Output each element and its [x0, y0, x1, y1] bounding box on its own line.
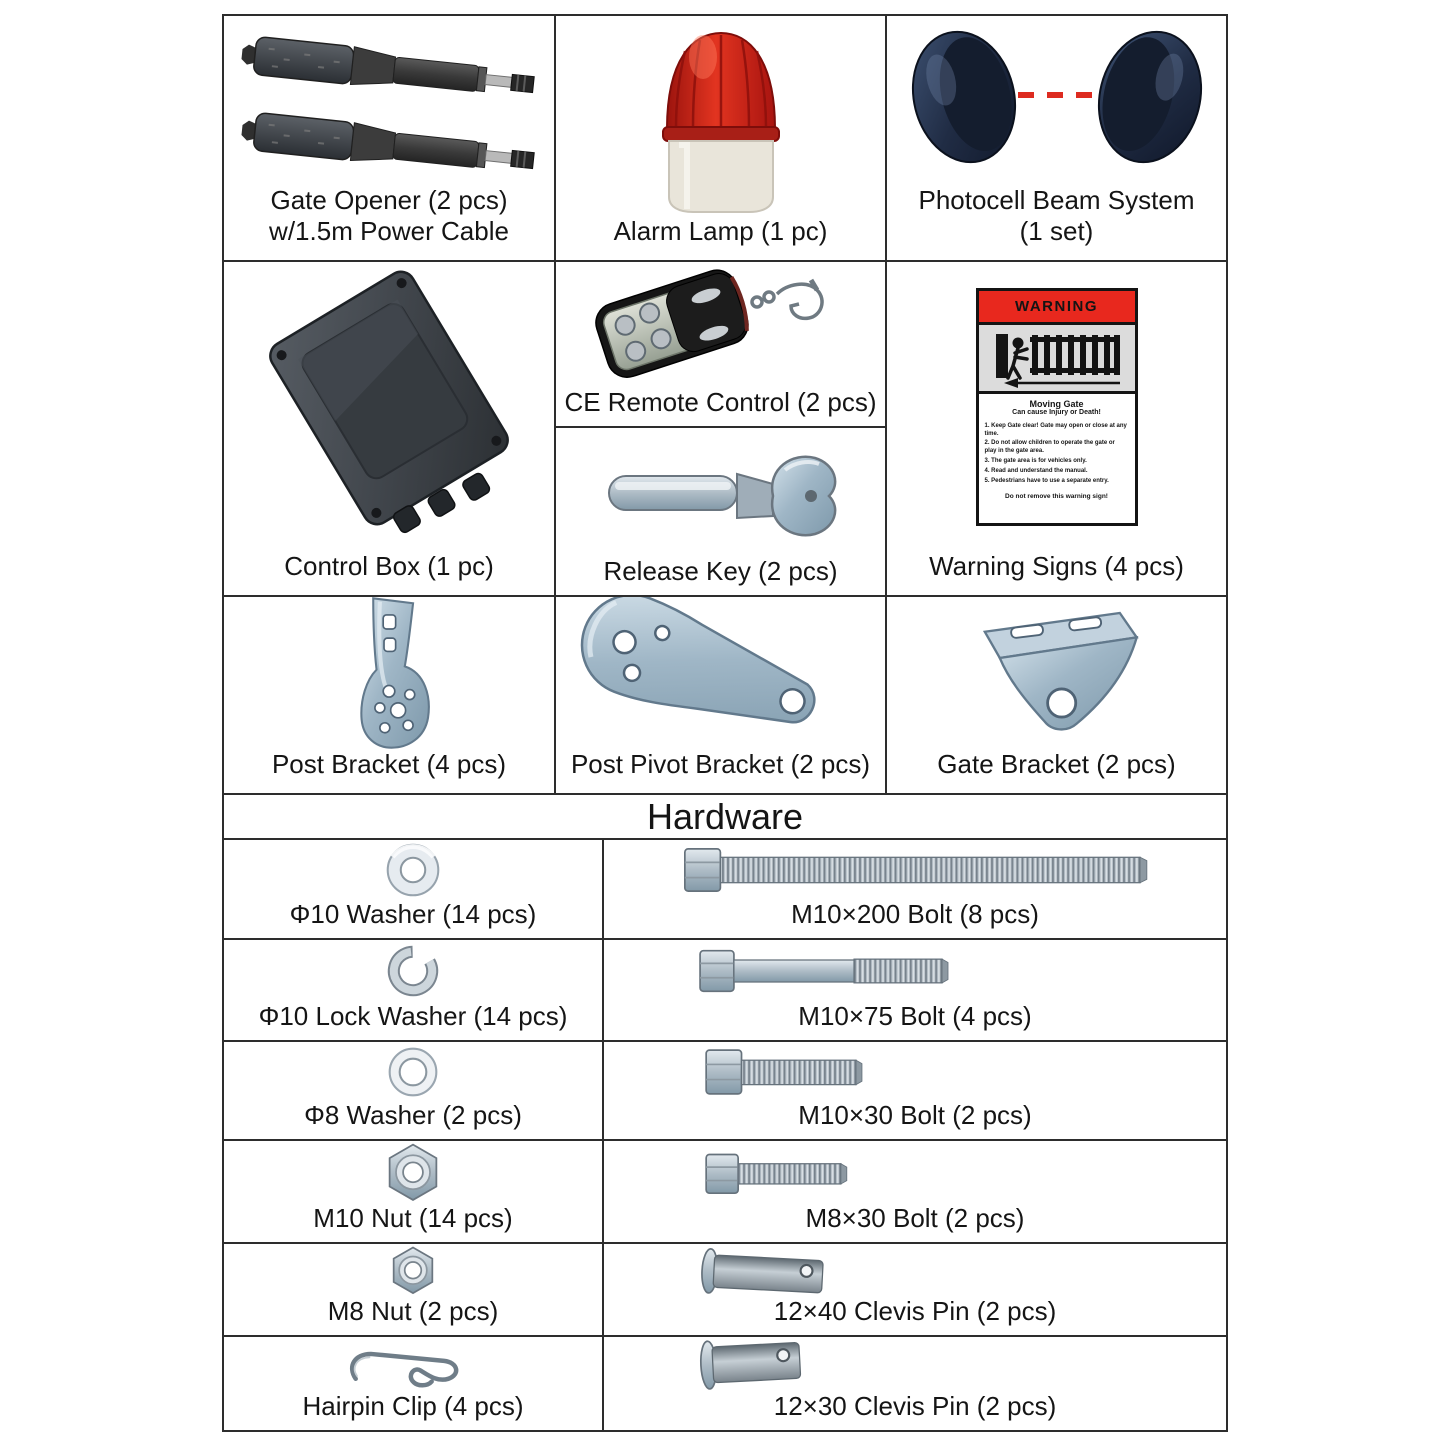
washer-10-label: Φ10 Washer (14 pcs) — [289, 899, 537, 930]
photocell-label: Photocell Beam System (1 set) — [918, 184, 1195, 247]
warning-rule: 3. The gate area is for vehicles only. — [984, 458, 1087, 465]
cell-alarm-lamp — [556, 16, 887, 262]
alarm-lamp-image — [556, 16, 885, 216]
row-1 — [224, 16, 1226, 262]
bolt-m10x30-label: M10×30 Bolt (2 pcs) — [798, 1100, 1032, 1131]
row-3 — [224, 597, 1226, 795]
warning-signs-label: Warning Signs (4 pcs) — [929, 551, 1184, 582]
cell-nut-m8 — [224, 1244, 604, 1337]
warning-sign-heading: Moving Gate — [1029, 398, 1084, 409]
cell-clevis-pin-12x30 — [604, 1337, 1226, 1430]
cell-gate-opener — [224, 16, 556, 262]
cell-warning-signs — [887, 262, 1226, 597]
gate-hazard-icon — [982, 328, 1132, 388]
remote-control-image — [556, 262, 885, 387]
washer-10-image — [224, 840, 602, 900]
cell-photocell — [887, 16, 1226, 262]
bolt-m10x30-image — [604, 1042, 1226, 1101]
gate-bracket-image — [887, 597, 1226, 749]
hairpin-clip-label: Hairpin Clip (4 pcs) — [302, 1391, 524, 1422]
cell-gate-bracket — [887, 597, 1226, 795]
control-box-label: Control Box (1 pc) — [284, 551, 494, 582]
bolt-m8x30-label: M8×30 Bolt (2 pcs) — [805, 1203, 1025, 1234]
hardware-row-1 — [224, 840, 1226, 940]
clevis-pin-12x40-label: 12×40 Clevis Pin (2 pcs) — [773, 1296, 1057, 1327]
hardware-row-6 — [224, 1337, 1226, 1430]
cell-washer-8 — [224, 1042, 604, 1141]
bolt-m10x75-label: M10×75 Bolt (4 pcs) — [798, 1001, 1032, 1032]
gate-opener-label: Gate Opener (2 pcs) w/1.5m Power Cable — [269, 184, 509, 247]
subcell-release-key — [556, 428, 885, 595]
warning-sign-title: WARNING — [979, 291, 1135, 322]
cell-post-pivot-bracket — [556, 597, 887, 795]
bolt-m10x200-image — [604, 840, 1226, 900]
cell-control-box — [224, 262, 556, 597]
clevis-pin-12x30-image — [604, 1337, 1226, 1392]
cell-bolt-m8x30 — [604, 1141, 1226, 1244]
cell-remote-and-key — [556, 262, 887, 597]
alarm-lamp-label: Alarm Lamp (1 pc) — [613, 216, 828, 247]
remote-control-label: CE Remote Control (2 pcs) — [564, 387, 877, 418]
subcell-remote — [556, 262, 885, 428]
warning-rule: 1. Keep Gate clear! Gate may open or close at any time. — [984, 422, 1127, 437]
hardware-header: Hardware — [224, 795, 1226, 840]
cell-washer-10 — [224, 840, 604, 940]
warning-sign-pictogram — [979, 322, 1135, 394]
lock-washer-10-label: Φ10 Lock Washer (14 pcs) — [258, 1001, 568, 1032]
hardware-header-row — [224, 795, 1226, 840]
washer-8-label: Φ8 Washer (2 pcs) — [304, 1100, 522, 1131]
post-pivot-bracket-image — [556, 597, 885, 749]
bolt-m10x200-label: M10×200 Bolt (8 pcs) — [791, 899, 1039, 930]
clevis-pin-12x30-label: 12×30 Clevis Pin (2 pcs) — [773, 1391, 1057, 1422]
nut-m10-label: M10 Nut (14 pcs) — [313, 1203, 513, 1234]
bolt-m8x30-image — [604, 1141, 1226, 1204]
clevis-pin-12x40-image — [604, 1244, 1226, 1297]
hardware-row-3 — [224, 1042, 1226, 1141]
cell-post-bracket — [224, 597, 556, 795]
row-2 — [224, 262, 1226, 597]
cell-clevis-pin-12x40 — [604, 1244, 1226, 1337]
cell-bolt-m10x200 — [604, 840, 1226, 940]
release-key-label: Release Key (2 pcs) — [603, 556, 838, 587]
photocell-image — [887, 16, 1226, 185]
hairpin-clip-image — [224, 1337, 602, 1392]
post-bracket-image — [224, 597, 554, 749]
lock-washer-10-image — [224, 940, 602, 1002]
hardware-row-2 — [224, 940, 1226, 1042]
cell-bolt-m10x30 — [604, 1042, 1226, 1141]
warning-rule: 2. Do not allow children to operate the gate or play in the gate area. — [984, 440, 1115, 455]
bolt-m10x75-image — [604, 940, 1226, 1002]
warning-sign-subheading: Can cause Injury or Death! — [1012, 409, 1101, 417]
parts-table — [222, 14, 1228, 1432]
warning-sign-footer: Do not remove this warning sign! — [1005, 493, 1108, 501]
warning-sign — [976, 288, 1138, 526]
warning-sign-body — [979, 394, 1135, 523]
nut-m8-image — [224, 1244, 602, 1297]
warning-rule: 4. Read and understand the manual. — [984, 467, 1088, 474]
gate-opener-image — [224, 16, 554, 185]
cell-nut-m10 — [224, 1141, 604, 1244]
warning-rule: 5. Pedestrians have to use a separate entry. — [984, 477, 1109, 484]
control-box-image — [224, 262, 554, 551]
post-pivot-bracket-label: Post Pivot Bracket (2 pcs) — [570, 749, 871, 780]
hardware-row-5 — [224, 1244, 1226, 1337]
cell-bolt-m10x75 — [604, 940, 1226, 1042]
release-key-image — [556, 428, 885, 556]
cell-hairpin-clip — [224, 1337, 604, 1430]
nut-m8-label: M8 Nut (2 pcs) — [327, 1296, 499, 1327]
hardware-row-4 — [224, 1141, 1226, 1244]
gate-bracket-label: Gate Bracket (2 pcs) — [937, 749, 1176, 780]
warning-sign-image — [887, 262, 1226, 551]
post-bracket-label: Post Bracket (4 pcs) — [271, 749, 507, 780]
cell-lock-washer-10 — [224, 940, 604, 1042]
washer-8-image — [224, 1042, 602, 1101]
nut-m10-image — [224, 1141, 602, 1204]
